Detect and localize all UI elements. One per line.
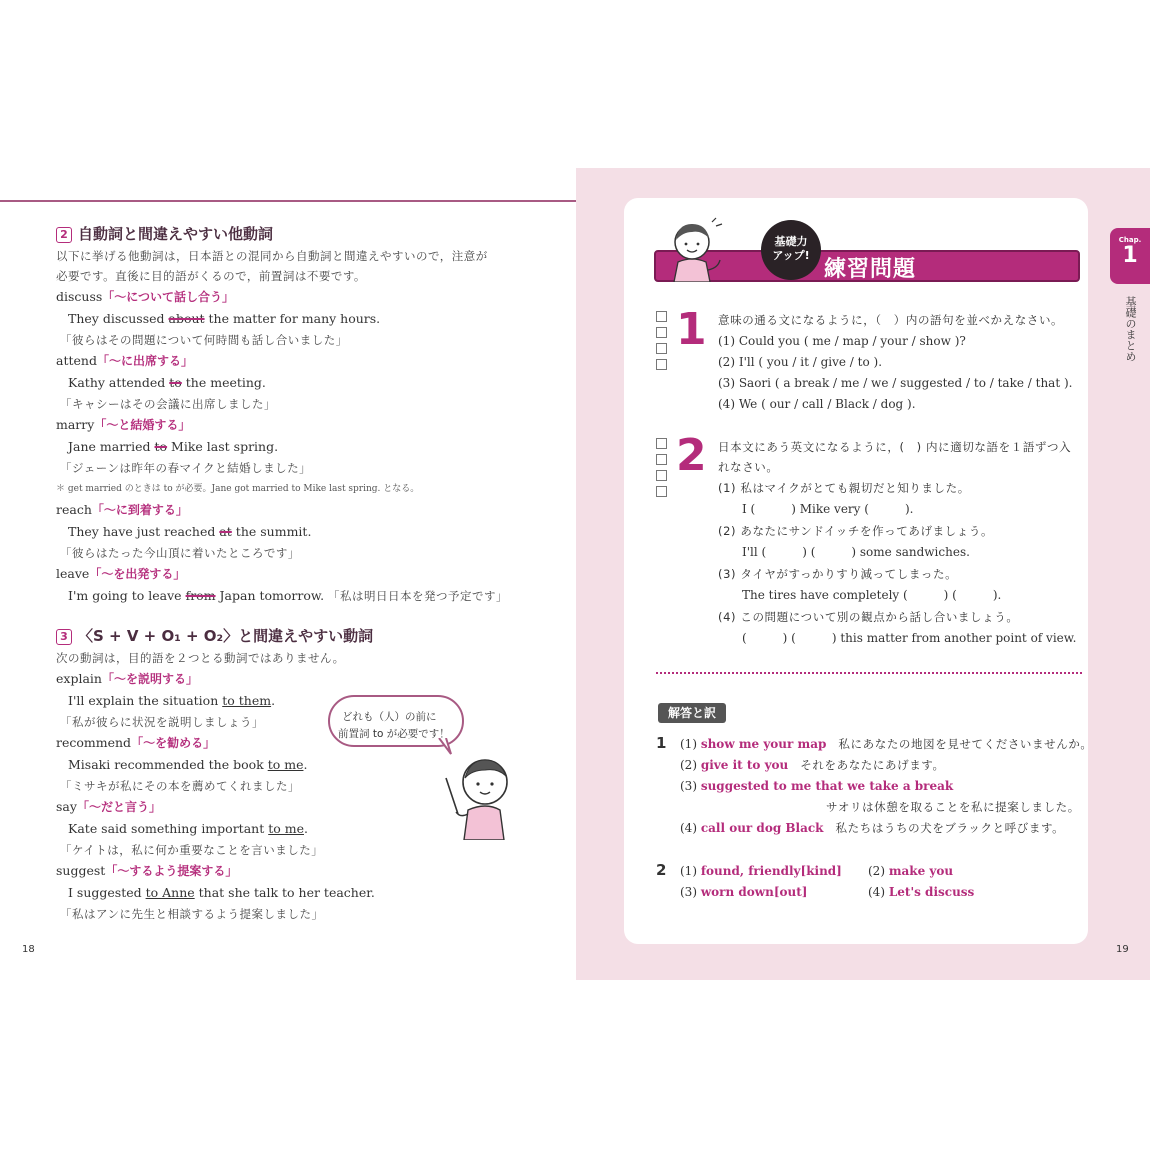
answer-text: suggested to me that we take a break <box>700 779 954 793</box>
badge-text: アップ! <box>772 249 810 262</box>
item-number: (4) <box>718 610 737 624</box>
sentence-part: I'll explain the situation <box>68 693 223 708</box>
chapter-word: Chap. <box>1118 236 1142 244</box>
item-number: (2) <box>680 758 697 772</box>
top-rule <box>0 200 576 202</box>
translation: 「ジェーンは昨年の春マイクと結婚しました」 <box>60 461 312 475</box>
verb-meaning: 「～を説明する」 <box>101 672 198 686</box>
question-item <box>718 566 957 582</box>
page-number: 18 <box>22 944 35 955</box>
footnote: ＊ get married のときは to が必要。Jane got married to Mike last spring. となる。 <box>56 484 420 494</box>
verb-meaning: 「～を出発する」 <box>89 567 186 581</box>
section-title: 〈S + V + O₁ + O₂〉と間違えやすい動詞 <box>78 627 374 645</box>
answer-text: make you <box>888 864 954 878</box>
item-japanese: この問題について別の観点から話し合いましょう。 <box>740 610 1019 624</box>
verb: marry <box>56 417 95 432</box>
item-japanese: タイヤがすっかりすり減ってしまった。 <box>740 567 958 581</box>
question-item <box>718 523 993 539</box>
sentence-part: . <box>303 821 308 836</box>
question-item <box>718 609 1018 625</box>
section-3-heading <box>56 628 373 645</box>
example-sentence <box>68 375 266 391</box>
verb: suggest <box>56 863 106 878</box>
verb: say <box>56 799 77 814</box>
underlined-phrase: to Anne <box>145 885 195 900</box>
translation: 「ミサキが私にその本を薦めてくれました」 <box>60 779 300 793</box>
answer-item <box>680 820 1064 836</box>
sentence-part: . <box>271 693 276 708</box>
verb-meaning: 「～だと言う」 <box>76 800 161 814</box>
example-sentence <box>68 757 307 773</box>
answer-translation: サオリは休憩を取ることを私に提案しました。 <box>826 800 1080 814</box>
item-number: (3) <box>680 779 697 793</box>
verb-entry <box>56 863 237 879</box>
verb-entry <box>56 289 234 305</box>
translation: 「彼らはたった今山頂に着いたところです」 <box>60 546 300 560</box>
page-number: 19 <box>1116 944 1129 955</box>
badge-text: 基礎力 <box>774 235 808 248</box>
checkbox[interactable] <box>656 359 667 370</box>
sentence-part: the summit. <box>231 524 312 539</box>
answer-translation: 私たちはうちの犬をブラックと呼びます。 <box>835 821 1065 835</box>
sentence-part: Misaki recommended the book <box>68 757 268 772</box>
question-number: 2 <box>676 430 707 481</box>
verb-entry <box>56 353 193 369</box>
translation: 「私が彼らに状況を説明しましょう」 <box>60 715 264 729</box>
underlined-phrase: to me <box>268 821 304 836</box>
example-sentence <box>68 588 508 604</box>
bubble-text: 前置詞 to が必要です！ <box>338 728 450 740</box>
answer-text: Let's discuss <box>888 885 975 899</box>
item-text: I'll ( you / it / give / to ). <box>738 355 883 369</box>
answer-item <box>680 757 945 773</box>
sentence-part: Mike last spring. <box>167 439 279 454</box>
question-item <box>718 480 970 496</box>
item-number: (1) <box>718 334 735 348</box>
checkbox[interactable] <box>656 327 667 338</box>
checkbox[interactable] <box>656 311 667 322</box>
sentence-part: Jane married <box>68 439 155 454</box>
struck-preposition: from <box>185 588 216 603</box>
underlined-phrase: to them <box>222 693 272 708</box>
answer-translation: 私にあなたの地図を見せてくださいませんか。 <box>838 737 1093 751</box>
verb-entry <box>56 502 188 518</box>
intro-text: 必要です。直後に目的語がくるので，前置詞は不要です。 <box>56 269 366 283</box>
answer-text: found, friendly[kind] <box>700 864 842 878</box>
item-number: (2) <box>718 524 737 538</box>
bubble-text: どれも（人）の前に <box>342 711 437 723</box>
verb-meaning: 「～に到着する」 <box>91 503 188 517</box>
answer-number: 1 <box>656 734 667 752</box>
item-japanese: あなたにサンドイッチを作ってあげましょう。 <box>740 524 994 538</box>
answer-item <box>680 863 842 879</box>
sentence-part: Kate said something important <box>68 821 269 836</box>
left-page <box>0 168 576 980</box>
checkbox[interactable] <box>656 486 667 497</box>
translation: 「私は明日日本を発つ予定です」 <box>328 589 509 603</box>
example-sentence <box>68 821 308 837</box>
answer-item <box>868 884 974 900</box>
verb-entry <box>56 671 198 687</box>
section-title: 自動詞と間違えやすい他動詞 <box>78 225 274 243</box>
answer-item <box>680 736 1093 752</box>
sentence-part: that she talk to her teacher. <box>194 885 375 900</box>
chapter-number: 1 <box>1122 243 1138 268</box>
verb-entry <box>56 566 185 582</box>
answer-item <box>680 778 953 794</box>
verb-meaning: 「～について話し合う」 <box>102 290 235 304</box>
item-number: (3) <box>718 376 735 390</box>
chapter-tab <box>1110 228 1150 284</box>
verb-meaning: 「～を勧める」 <box>131 736 216 750</box>
verb-entry <box>56 799 161 815</box>
sentence-part: . <box>303 757 308 772</box>
level-up-badge <box>761 220 821 280</box>
question-item <box>718 375 1072 391</box>
item-number: (1) <box>718 481 737 495</box>
struck-preposition: about <box>168 311 205 326</box>
answer-translation: それをあなたにあげます。 <box>800 758 945 772</box>
section-number: 3 <box>56 629 72 645</box>
item-number: (2) <box>868 864 885 878</box>
question-item <box>718 333 966 349</box>
answer-number: 2 <box>656 861 667 879</box>
checkbox[interactable] <box>656 470 667 481</box>
answer-blank-sentence: The tires have completely ( ) ( ). <box>742 588 1002 602</box>
sentence-part: Japan tomorrow. <box>215 588 329 603</box>
answer-text: show me your map <box>700 737 827 751</box>
sentence-part: They have just reached <box>68 524 220 539</box>
item-number: (4) <box>868 885 885 899</box>
answer-text: worn down[out] <box>700 885 808 899</box>
intro-text: 以下に挙げる他動詞は，日本語との混同から自動詞と間違えやすいので，注意が <box>56 249 488 263</box>
answers-label: 解答と訳 <box>658 703 726 723</box>
example-sentence <box>68 311 380 327</box>
example-sentence <box>68 693 275 709</box>
verb-meaning: 「～に出席する」 <box>96 354 193 368</box>
translation: 「ケイトは，私に何か重要なことを言いました」 <box>60 843 324 857</box>
verb: reach <box>56 502 92 517</box>
answer-blank-sentence: I'll ( ) ( ) some sandwiches. <box>742 545 970 559</box>
page-title: 練習問題 <box>824 257 917 282</box>
translation: 「彼らはその問題について何時間も話し合いました」 <box>60 333 348 347</box>
sentence-part: the meeting. <box>181 375 266 390</box>
sentence-part: I'm going to leave <box>68 588 186 603</box>
verb: recommend <box>56 735 132 750</box>
verb-meaning: 「～するよう提案する」 <box>105 864 238 878</box>
verb: leave <box>56 566 90 581</box>
underlined-phrase: to me <box>267 757 304 772</box>
question-instruction: れなさい。 <box>718 460 779 474</box>
verb-meaning: 「～と結婚する」 <box>94 418 191 432</box>
chapter-side-label: 基礎のまとめ <box>1124 296 1137 362</box>
example-sentence <box>68 439 278 455</box>
struck-preposition: to <box>169 375 182 390</box>
item-number: (3) <box>680 885 697 899</box>
verb-entry <box>56 735 215 751</box>
section-number: 2 <box>56 227 72 243</box>
sentence-part: I suggested <box>68 885 146 900</box>
item-number: (3) <box>718 567 737 581</box>
dotted-divider <box>656 672 1082 674</box>
question-instruction: 意味の通る文になるように，（ ）内の語句を並べかえなさい。 <box>718 313 1064 327</box>
question-instruction: 日本文にあう英文になるように，( ) 内に適切な語を１語ずつ入 <box>718 440 1072 454</box>
item-number: (4) <box>718 397 735 411</box>
verb: attend <box>56 353 97 368</box>
answer-blank-sentence: I ( ) Mike very ( ). <box>742 502 914 516</box>
checkbox[interactable] <box>656 454 667 465</box>
struck-preposition: to <box>154 439 168 454</box>
verb-entry <box>56 417 190 433</box>
student-illustration-icon <box>666 216 724 282</box>
example-sentence <box>68 885 375 901</box>
item-number: (1) <box>680 864 697 878</box>
sentence-part: They discussed <box>68 311 169 326</box>
example-sentence <box>68 524 311 540</box>
sentence-part: the matter for many hours. <box>204 311 381 326</box>
item-japanese: 私はマイクがとても親切だと知りました。 <box>740 481 970 495</box>
question-item <box>718 354 882 370</box>
checkbox[interactable] <box>656 343 667 354</box>
item-number: (1) <box>680 737 697 751</box>
verb: discuss <box>56 289 103 304</box>
checkbox[interactable] <box>656 438 667 449</box>
struck-preposition: at <box>219 524 232 539</box>
answer-text: call our dog Black <box>700 821 824 835</box>
teacher-illustration-icon <box>438 748 518 840</box>
answer-item <box>868 863 953 879</box>
item-number: (2) <box>718 355 735 369</box>
answer-blank-sentence: ( ) ( ) this matter from another point of view. <box>742 631 1077 645</box>
question-item <box>718 396 916 412</box>
translation: 「私はアンに先生と相談するよう提案しました」 <box>60 907 324 921</box>
intro-text: 次の動詞は，目的語を２つとる動詞ではありません。 <box>56 651 345 665</box>
item-text: We ( our / call / Black / dog ). <box>738 397 916 411</box>
sentence-part: Kathy attended <box>68 375 170 390</box>
item-text: Saori ( a break / me / we / suggested / to / take / that ). <box>738 376 1073 390</box>
verb: explain <box>56 671 102 686</box>
answer-item <box>680 884 807 900</box>
right-page <box>576 168 1150 980</box>
item-text: Could you ( me / map / your / show )? <box>738 334 966 348</box>
section-2-heading <box>56 226 273 243</box>
answer-text: give it to you <box>700 758 789 772</box>
translation: 「キャシーはその会議に出席しました」 <box>60 397 276 411</box>
item-number: (4) <box>680 821 697 835</box>
question-number: 1 <box>676 304 707 355</box>
